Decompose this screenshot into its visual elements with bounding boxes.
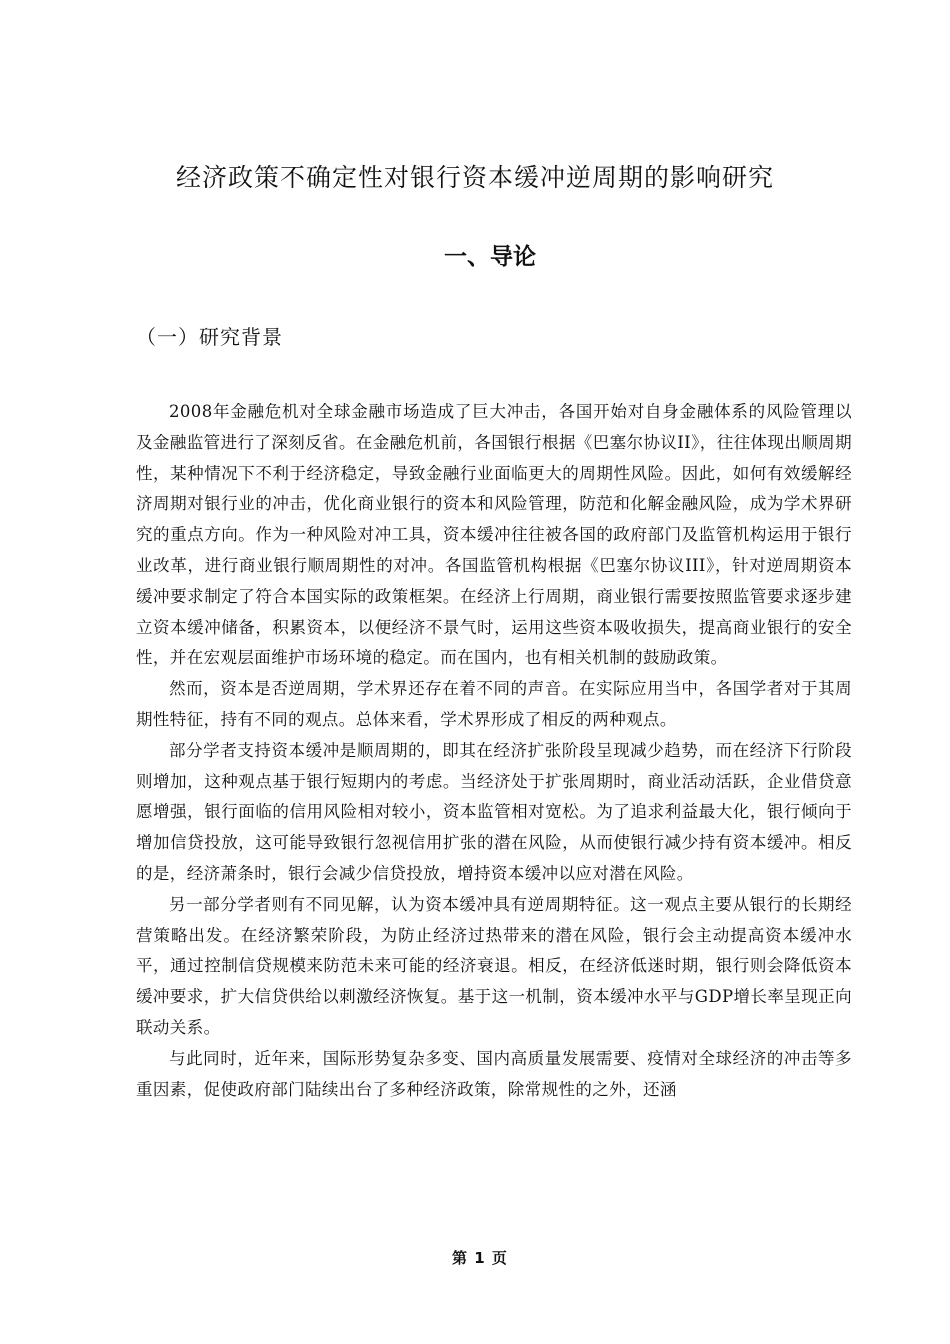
paragraph: 2008年金融危机对全球金融市场造成了巨大冲击，各国开始对自身金融体系的风险管理以及金融监管进行了深刻反省。在金融危机前，各国银行根据《巴塞尔协议II》，往往体现出顺周期性，某种情况下不利于经济稳定，导致金融行业面临更大的周期性风险。因此，如何有效缓解经济周期对银行业的冲击，优化商业银行的资本和风险管理，防范和化解金融风险，成为学术界研究的重点方向。作为一种风险对冲工具，资本缓冲往往被各国的政府部门及监管机构运用于银行业改革，进行商业银行顺周期性的对冲。各国监管机构根据《巴塞尔协议III》，针对逆周期资本缓冲要求制定了符合本国实际的政策框架。在经济上行周期，商业银行需要按照监管要求逐步建立资本缓冲储备，积累资本，以便经济不景气时，运用这些资本吸收损失，提高商业银行的安全性，并在宏观层面维护市场环境的稳定。而在国内，也有相关机制的鼓励政策。 (136, 402, 852, 668)
document-title: 经济政策不确定性对银行资本缓冲逆周期的影响研究 (175, 163, 774, 192)
paragraph: 与此同时，近年来，国际形势复杂多变、国内高质量发展需要、疫情对全球经济的冲击等多重因素，促使政府部门陆续出台了多种经济政策，除常规性的之外，还涵 (136, 1048, 852, 1099)
body-text (136, 397, 852, 1105)
paragraph: 然而，资本是否逆周期，学术界还存在着不同的声音。在实际应用当中，各国学者对于其周期性特征，持有不同的观点。总体来看，学术界形成了相反的两种观点。 (136, 679, 852, 729)
paragraph: 部分学者支持资本缓冲是顺周期的，即其在经济扩张阶段呈现减少趋势，而在经济下行阶段则增加，这种观点基于银行短期内的考虑。当经济处于扩张周期时，商业活动活跃，企业借贷意愿增强，银行面临的信用风险相对较小，资本监管相对宽松。为了追求利益最大化，银行倾向于增加信贷投放，这可能导致银行忽视信用扩张的潜在风险，从而使银行减少持有资本缓冲。相反的是，经济萧条时，银行会减少信贷投放，增持资本缓冲以应对潜在风险。 (136, 740, 852, 883)
paragraph: 另一部分学者则有不同见解，认为资本缓冲具有逆周期特征。这一观点主要从银行的长期经营策略出发。在经济繁荣阶段，为防止经济过热带来的潜在风险，银行会主动提高资本缓冲水平，通过控制信贷规模来防范未来可能的经济衰退。相反，在经济低迷时期，银行则会降低资本缓冲要求，扩大信贷供给以刺激经济恢复。基于这一机制，资本缓冲水平与GDP增长率呈现正向联动关系。 (136, 894, 852, 1037)
section-heading: 一、导论 (444, 244, 536, 270)
page-number: 第 1 页 (452, 1249, 508, 1267)
subsection-heading: （一）研究背景 (136, 325, 283, 349)
